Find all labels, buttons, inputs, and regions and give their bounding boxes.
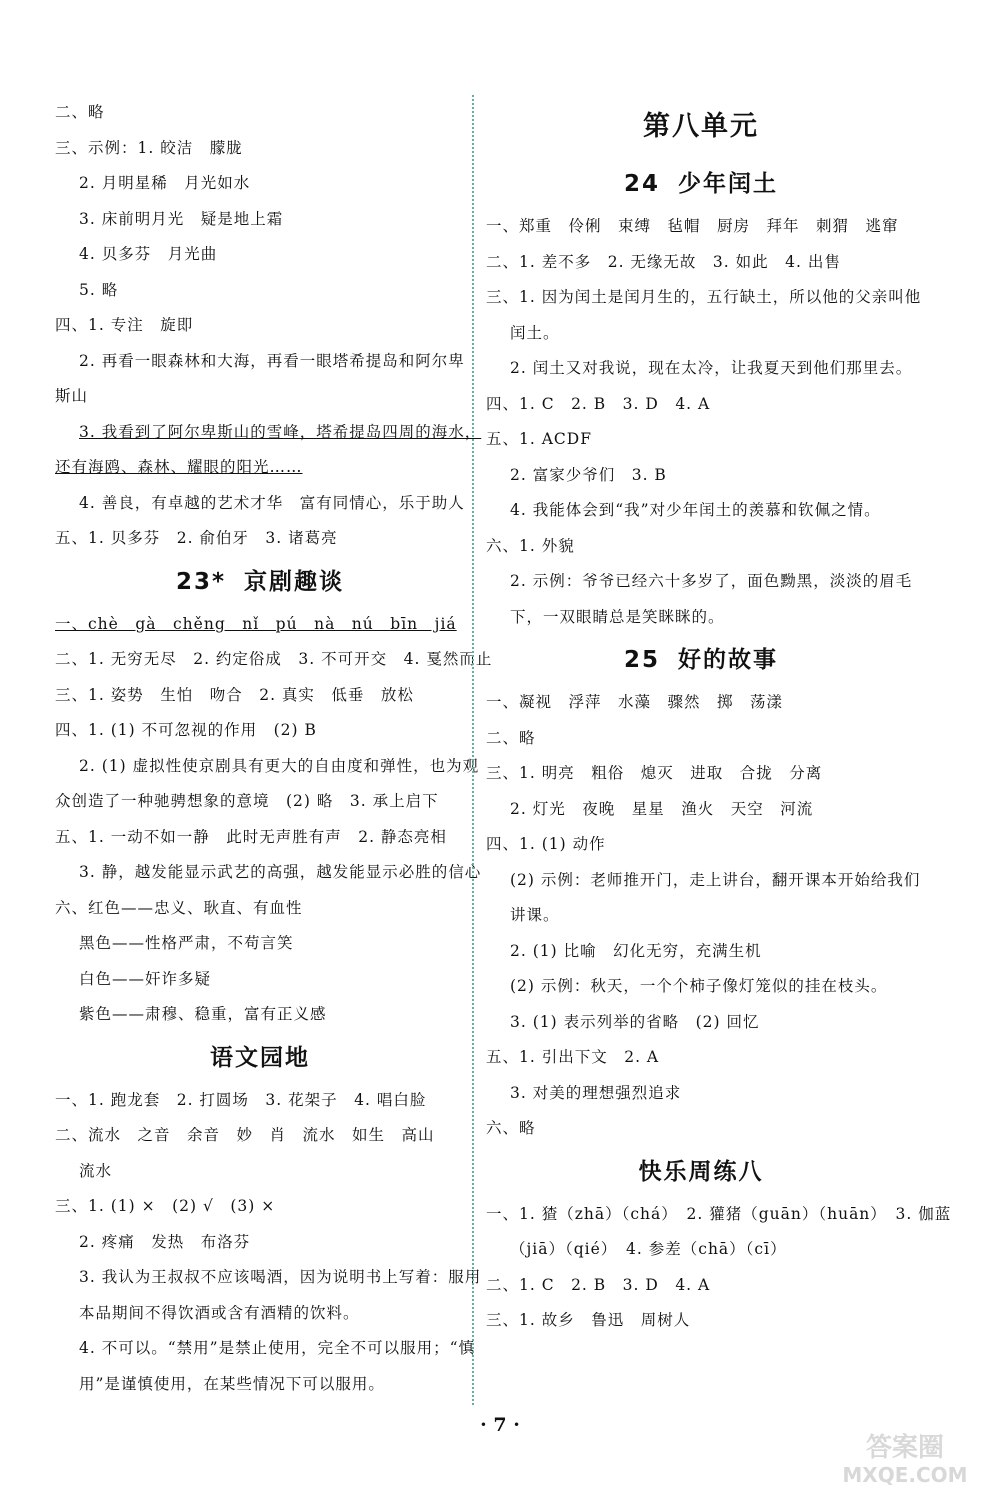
answer-line xyxy=(486,209,916,245)
answer-text: 一、郑重 伶俐 束缚 毡帽 厨房 拜年 刺猬 逃窜 xyxy=(486,217,899,235)
answer-line xyxy=(486,600,916,636)
answer-text: 3. 静，越发能显示武艺的高强，越发能显示必胜的信心 xyxy=(79,863,482,881)
answer-line xyxy=(486,458,916,494)
answer-text: 2. 灯光 夜晚 星星 渔火 天空 河流 xyxy=(510,799,814,818)
right-column xyxy=(486,95,952,1339)
answer-line xyxy=(55,642,493,678)
answer-text: 3. 我认为王叔叔不应该喝酒，因为说明书上写着：服用 xyxy=(79,1268,482,1286)
answer-line xyxy=(486,685,916,721)
answer-line xyxy=(486,422,916,458)
answer-text: 斯山 xyxy=(55,387,89,405)
left-column xyxy=(55,95,493,1402)
answer-line xyxy=(55,486,465,522)
answer-line xyxy=(486,1268,916,1304)
answer-text: （jiā）（qié） 4. 参差（chā）（cī） xyxy=(510,1240,787,1258)
answer-line xyxy=(55,1296,465,1332)
answer-line xyxy=(486,792,916,828)
answer-line xyxy=(55,855,482,891)
answer-line xyxy=(486,1197,952,1233)
answer-line xyxy=(55,891,465,927)
answer-text: 五、1. ACDF xyxy=(486,430,592,448)
answer-text: 2. 富家少爷们 3. B xyxy=(510,465,667,484)
answer-text: 4. 善良，有卓越的艺术才华 富有同情心，乐于助人 xyxy=(79,493,465,512)
answer-line xyxy=(486,969,916,1005)
answer-text: 五、1. 贝多芬 2. 俞伯牙 3. 诸葛亮 xyxy=(55,529,338,547)
answer-text: 一、chè gà chěng nǐ pú nà nú bīn jiá xyxy=(55,614,457,633)
answer-text: 紫色——肃穆、稳重，富有正义感 xyxy=(79,1005,327,1023)
answer-text: 一、1. 跑龙套 2. 打圆场 3. 花架子 4. 唱白脸 xyxy=(55,1090,427,1109)
answer-text: 4. 我能体会到“我”对少年闰土的羡慕和钦佩之情。 xyxy=(510,501,881,519)
answer-text: 众创造了一种驰骋想象的意境 (2) 略 3. 承上启下 xyxy=(55,792,439,810)
answer-line xyxy=(55,784,465,820)
answer-text: 本品期间不得饮酒或含有酒精的饮料。 xyxy=(79,1303,360,1322)
answer-text: 2. 疼痛 发热 布洛芬 xyxy=(79,1232,251,1251)
answer-line xyxy=(486,245,916,281)
answer-text: 2. 闰土又对我说，现在太冷，让我夏天到他们那里去。 xyxy=(510,359,913,377)
answer-text: 三、1. (1) × (2) √ (3) × xyxy=(55,1197,276,1215)
answer-line xyxy=(486,564,916,600)
heading-title: 好的故事 xyxy=(678,647,778,673)
answer-text: 二、流水 之音 余音 妙 肖 流水 如生 高山 xyxy=(55,1126,435,1144)
answer-text: 二、1. 差不多 2. 无缘无故 3. 如此 4. 出售 xyxy=(486,252,841,271)
answer-text: 4. 不可以。“禁用”是禁止使用，完全不可以服用；“慎 xyxy=(79,1339,475,1357)
svg-text:答案圈: 答案圈 xyxy=(865,1433,945,1463)
answer-line xyxy=(55,379,465,415)
answer-text: (2) 示例：秋天，一个个柿子像灯笼似的挂在枝头。 xyxy=(510,977,888,995)
heading-title: 第八单元 xyxy=(643,111,759,142)
answer-line xyxy=(486,1111,916,1147)
answer-text: 三、1. 故乡 鲁迅 周树人 xyxy=(486,1311,691,1329)
answer-line xyxy=(55,607,465,643)
section-heading xyxy=(486,95,916,159)
answer-line xyxy=(486,1005,916,1041)
answer-text: 二、略 xyxy=(55,103,105,121)
column-divider xyxy=(472,95,474,1405)
heading-title: 少年闰土 xyxy=(678,171,778,197)
answer-text: 5. 略 xyxy=(79,280,119,299)
answer-text: 2. 月明星稀 月光如水 xyxy=(79,174,251,192)
answer-line xyxy=(486,863,921,899)
answer-line xyxy=(55,521,465,557)
answer-line xyxy=(486,934,916,970)
answer-line xyxy=(55,1331,475,1367)
answer-text: 四、1. 专注 旋即 xyxy=(55,316,194,334)
heading-title: 语文园地 xyxy=(210,1044,310,1071)
answer-text: 五、1. 一动不如一静 此时无声胜有声 2. 静态亮相 xyxy=(55,827,447,846)
answer-line xyxy=(55,1083,465,1119)
answer-line xyxy=(55,1225,465,1261)
answer-line xyxy=(55,749,480,785)
answer-text: 3. 对美的理想强烈追求 xyxy=(510,1083,682,1102)
answer-line xyxy=(486,1040,916,1076)
lesson-number: 25 xyxy=(623,647,660,673)
answer-text: 黑色——性格严肃，不苟言笑 xyxy=(79,934,294,952)
section-heading xyxy=(55,557,465,607)
answer-text: 一、凝视 浮萍 水藻 骤然 掷 荡漾 xyxy=(486,693,784,711)
answer-line xyxy=(55,820,465,856)
answer-line xyxy=(486,1232,916,1268)
answer-text: 一、1. 猹（zhā）（chá） 2. 獾猪（guān）（huān） 3. 伽蓝 xyxy=(486,1204,952,1223)
answer-line xyxy=(486,316,916,352)
page-number: · 7 · xyxy=(480,1414,520,1436)
answer-line xyxy=(486,827,916,863)
answer-text: 流水 xyxy=(79,1161,113,1180)
answer-line xyxy=(486,387,916,423)
section-heading xyxy=(486,635,916,685)
answer-text: 2. (1) 比喻 幻化无穷，充满生机 xyxy=(510,941,762,960)
answer-text: 4. 贝多芬 月光曲 xyxy=(79,245,218,263)
heading-title: 京剧趣谈 xyxy=(244,568,345,595)
lesson-number: 23* xyxy=(175,568,227,595)
answer-text: 六、红色——忠义、耿直、有血性 xyxy=(55,898,303,917)
answer-line xyxy=(55,1367,465,1403)
answer-line xyxy=(55,713,465,749)
answer-line xyxy=(55,344,465,380)
answer-text: 2. 示例：爷爷已经六十多岁了，面色黝黑，淡淡的眉毛 xyxy=(510,572,913,590)
answer-text: 还有海鸥、森林、耀眼的阳光…… xyxy=(55,458,303,476)
answer-text: (2) 示例：老师推开门，走上讲台，翻开课本开始给我们 xyxy=(510,870,921,889)
answer-line xyxy=(55,202,465,238)
answer-text: 四、1. (1) 不可忽视的作用 (2) B xyxy=(55,721,317,739)
answer-text: 讲课。 xyxy=(510,906,560,924)
watermark-logo xyxy=(820,1428,990,1488)
answer-text: 闰土。 xyxy=(510,323,560,342)
answer-line xyxy=(55,308,465,344)
answer-line xyxy=(55,1189,465,1225)
heading-title: 快乐周练八 xyxy=(638,1158,764,1185)
answer-line xyxy=(486,756,916,792)
answer-text: 六、略 xyxy=(486,1119,536,1137)
answer-line xyxy=(486,721,916,757)
answer-text: 二、1. 无穷无尽 2. 约定俗成 3. 不可开交 4. 戛然而止 xyxy=(55,650,493,668)
answer-text: 三、1. 因为闰土是闰月生的，五行缺土，所以他的父亲叫他 xyxy=(486,288,922,306)
answer-line xyxy=(55,450,465,486)
answer-line xyxy=(486,1076,916,1112)
answer-text: 二、略 xyxy=(486,728,536,747)
answer-line xyxy=(486,898,916,934)
answer-line xyxy=(55,237,465,273)
answer-text: 3. 我看到了阿尔卑斯山的雪峰，塔希提岛四周的海水， xyxy=(79,422,482,441)
answer-text: 三、1. 明亮 粗俗 熄灭 进取 合拢 分离 xyxy=(486,764,823,782)
answer-text: 2. (1) 虚拟性使京剧具有更大的自由度和弹性，也为观 xyxy=(79,756,480,775)
answer-line xyxy=(486,280,922,316)
answer-line xyxy=(486,351,916,387)
answer-line xyxy=(55,1118,465,1154)
answer-line xyxy=(55,273,465,309)
answer-text: 用”是谨慎使用，在某些情况下可以服用。 xyxy=(79,1374,385,1393)
answer-text: 2. 再看一眼森林和大海，再看一眼塔希提岛和阿尔卑 xyxy=(79,351,465,370)
section-heading xyxy=(486,159,916,209)
lesson-number: 24 xyxy=(623,171,660,197)
answer-text: 六、1. 外貌 xyxy=(486,536,575,555)
answer-line xyxy=(55,1260,482,1296)
answer-line xyxy=(55,997,465,1033)
answer-text: 3. 床前明月光 疑是地上霜 xyxy=(79,209,284,228)
section-heading xyxy=(486,1147,916,1197)
answer-line xyxy=(486,529,916,565)
answer-line xyxy=(55,962,465,998)
answer-text: 下，一双眼睛总是笑眯眯的。 xyxy=(510,607,725,626)
answer-line xyxy=(55,1154,465,1190)
answer-text: 四、1. C 2. B 3. D 4. A xyxy=(486,394,711,413)
answer-line xyxy=(55,95,465,131)
answer-line xyxy=(55,131,465,167)
answer-text: 五、1. 引出下文 2. A xyxy=(486,1048,660,1066)
section-heading xyxy=(55,1033,465,1083)
answer-line xyxy=(55,166,465,202)
answer-text: 三、1. 姿势 生怕 吻合 2. 真实 低垂 放松 xyxy=(55,685,414,704)
answer-text: 二、1. C 2. B 3. D 4. A xyxy=(486,1275,711,1294)
answer-text: 白色——奸诈多疑 xyxy=(79,969,212,988)
answer-line xyxy=(55,678,465,714)
answer-text: 3. (1) 表示列举的省略 (2) 回忆 xyxy=(510,1012,760,1031)
answer-line xyxy=(55,926,465,962)
answer-line xyxy=(486,1303,916,1339)
answer-line xyxy=(55,415,482,451)
answer-line xyxy=(486,493,916,529)
answer-text: 四、1. (1) 动作 xyxy=(486,835,606,853)
svg-text:MXQE.COM: MXQE.COM xyxy=(842,1463,968,1487)
answer-text: 三、示例：1. 皎洁 朦胧 xyxy=(55,138,243,157)
